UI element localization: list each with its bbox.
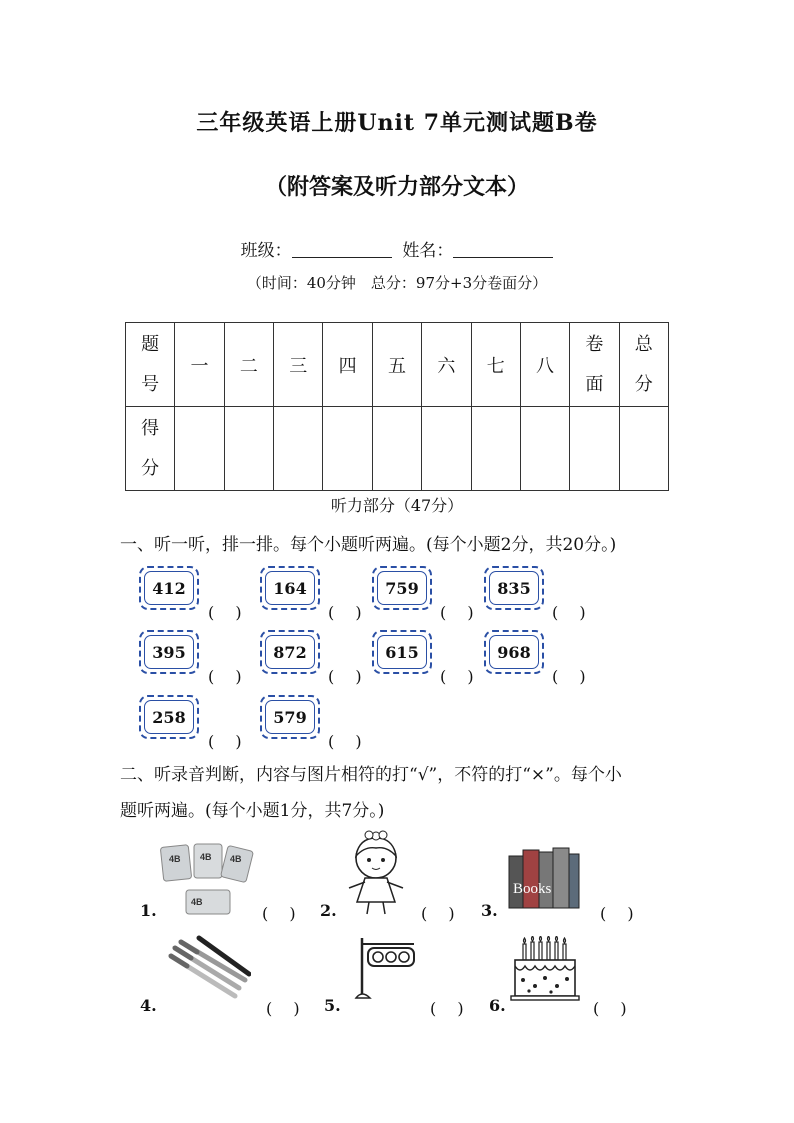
header-cell-5: 五 [372, 323, 421, 407]
score-table-header-row [126, 323, 669, 407]
name-blank[interactable] [453, 240, 553, 258]
question-2-heading-line1: 二、听录音判断，内容与图片相符的打“√”，不符的打“×”。每个小 [120, 765, 622, 785]
number-card: 412 [139, 566, 199, 610]
header-cell-zongfen: 总 分 [619, 323, 668, 407]
class-blank[interactable] [292, 240, 392, 258]
class-label: 班级： [240, 241, 292, 261]
header-cell-6: 六 [422, 323, 471, 407]
student-info-line [0, 236, 794, 261]
header-cell-8: 八 [520, 323, 569, 407]
answer-paren[interactable]: ( ) [328, 667, 362, 686]
name-label: 姓名： [402, 241, 454, 261]
answer-paren[interactable]: ( ) [552, 603, 586, 622]
number-card: 395 [139, 630, 199, 674]
header-cell-4: 四 [323, 323, 372, 407]
birthday-cake-image [509, 936, 581, 1002]
answer-paren[interactable]: ( ) [430, 999, 464, 1018]
score-cell[interactable] [422, 407, 471, 491]
answer-paren[interactable]: ( ) [208, 603, 242, 622]
pens-image [165, 934, 251, 1002]
number-card: 759 [372, 566, 432, 610]
answer-paren[interactable]: ( ) [328, 732, 362, 751]
header-cell-1: 一 [175, 323, 224, 407]
header-cell-tihao: 题 号 [126, 323, 175, 407]
number-card: 968 [484, 630, 544, 674]
number-card: 872 [260, 630, 320, 674]
number-card: 615 [372, 630, 432, 674]
header-cell-7: 七 [471, 323, 520, 407]
answer-paren[interactable]: ( ) [440, 603, 474, 622]
score-cell[interactable] [471, 407, 520, 491]
score-cell[interactable] [619, 407, 668, 491]
score-table [125, 322, 669, 491]
answer-paren[interactable]: ( ) [593, 999, 627, 1018]
item-number-6: 6. [489, 996, 506, 1015]
number-card: 164 [260, 566, 320, 610]
answer-paren[interactable]: ( ) [600, 904, 634, 923]
item-number-4: 4. [140, 996, 157, 1015]
answer-paren[interactable]: ( ) [266, 999, 300, 1018]
item-number-1: 1. [140, 901, 157, 920]
svg-text:Books: Books [513, 881, 552, 897]
score-cell[interactable] [372, 407, 421, 491]
score-row-label: 得 分 [126, 407, 175, 491]
answer-paren[interactable]: ( ) [208, 667, 242, 686]
number-card: 258 [139, 695, 199, 739]
answer-paren[interactable]: ( ) [421, 904, 455, 923]
score-table-score-row [126, 407, 669, 491]
score-cell[interactable] [175, 407, 224, 491]
svg-text:4B: 4B [230, 854, 242, 864]
score-cell[interactable] [274, 407, 323, 491]
number-card: 579 [260, 695, 320, 739]
question-2-heading-line2: 题听两遍。(每个小题1分，共7分。) [120, 801, 385, 821]
answer-paren[interactable]: ( ) [552, 667, 586, 686]
time-score-info: （时间：40分钟 总分：97分+3分卷面分） [246, 274, 548, 292]
answer-paren[interactable]: ( ) [328, 603, 362, 622]
item-number-2: 2. [320, 901, 337, 920]
page-title: 三年级英语上册Unit 7单元测试题B卷 [196, 110, 598, 136]
listening-section-caption: 听力部分（47分） [330, 496, 464, 515]
page-subtitle: （附答案及听力部分文本） [264, 175, 529, 200]
traffic-light-image [354, 934, 418, 1002]
erasers-image [160, 842, 254, 918]
answer-paren[interactable]: ( ) [440, 667, 474, 686]
svg-text:4B: 4B [200, 852, 212, 862]
header-cell-3: 三 [274, 323, 323, 407]
header-cell-2: 二 [224, 323, 273, 407]
answer-paren[interactable]: ( ) [208, 732, 242, 751]
item-number-3: 3. [481, 901, 498, 920]
score-cell[interactable] [224, 407, 273, 491]
girl-image [343, 830, 411, 918]
header-cell-juanmian: 卷 面 [570, 323, 619, 407]
books-image [507, 846, 581, 910]
item-number-5: 5. [324, 996, 341, 1015]
svg-text:4B: 4B [169, 854, 181, 864]
score-cell[interactable] [323, 407, 372, 491]
number-card: 835 [484, 566, 544, 610]
svg-text:4B: 4B [191, 897, 203, 907]
question-1-heading: 一、听一听，排一排。每个小题听两遍。(每个小题2分，共20分。) [120, 535, 617, 555]
score-cell[interactable] [520, 407, 569, 491]
score-cell[interactable] [570, 407, 619, 491]
answer-paren[interactable]: ( ) [262, 904, 296, 923]
